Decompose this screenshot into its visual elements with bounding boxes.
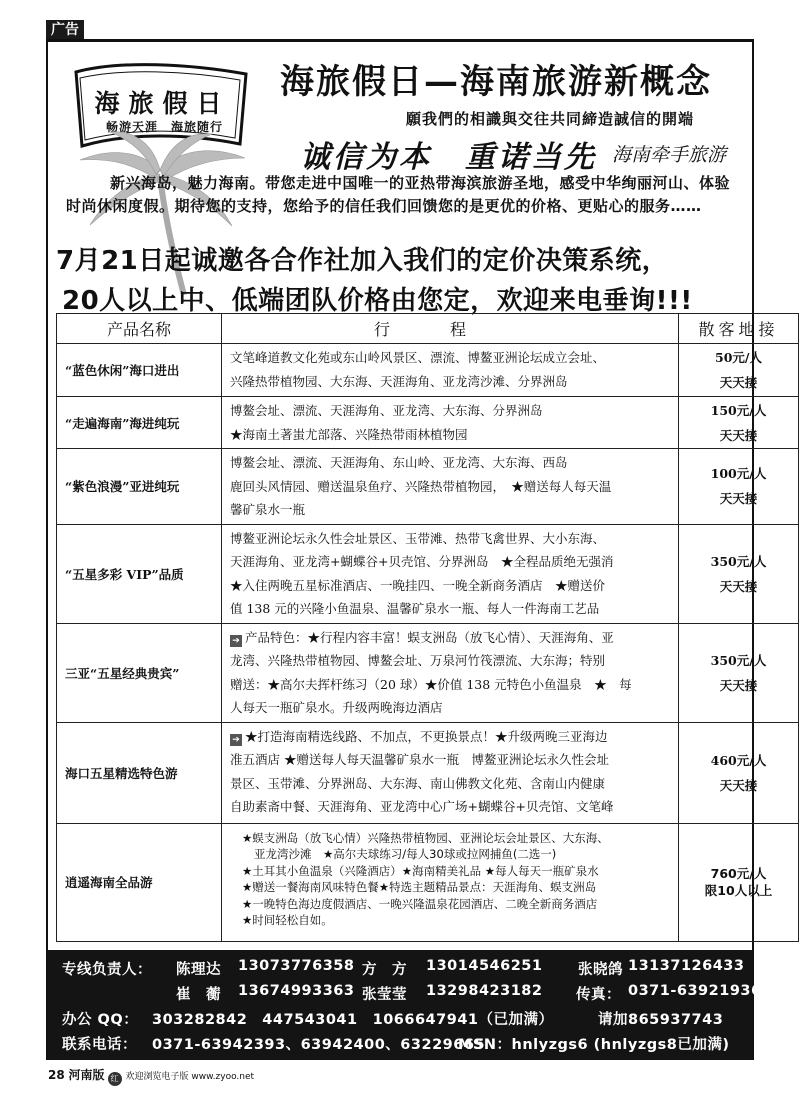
header-product-name: 产品名称 (57, 314, 222, 344)
itinerary-line: ★海南土著蚩尤部落、兴隆热带雨林植物园 (230, 426, 468, 442)
brand-name: 海南牵手旅游 (612, 144, 727, 166)
phone-label: 联系电话： (62, 1037, 137, 1053)
product-name: “紫色浪漫”亚进纯玩 (57, 449, 222, 525)
intro-paragraph: 新兴海岛，魅力海南。带您走进中国唯一的亚热带海滨旅游圣地，感受中华绚丽河山、体验时尚休闲度假。期待您的支持，您给予的信任我们回馈您的是更优的价格、更贴心的服务…… (66, 174, 731, 215)
edition: 河南版 (68, 1068, 105, 1082)
page-number: 28 (48, 1068, 65, 1082)
logo-subtitle: 畅游天涯 海旅随行 (105, 120, 223, 134)
itinerary-lead: 产品特色：★行程内容丰富！蜈支洲岛（放飞心情）、天涯海角、亚 (245, 629, 614, 645)
itinerary (222, 722, 679, 823)
itinerary-line: 博鳌会址、漂流、天涯海角、东山岭、亚龙湾、大东海、西岛 (230, 455, 568, 470)
logo-title: 海旅假日 (94, 89, 231, 118)
itinerary-line: 兴隆热带植物园、大东海、天涯海角、亚龙湾沙滩、分界洲岛 (230, 373, 568, 389)
price-cell (679, 524, 799, 623)
qq-extra: 请加865937743 (598, 1012, 724, 1028)
itinerary-line: 文笔峰道教文化苑或东山岭风景区、漂流、博鳌亚洲论坛成立会址、 (230, 350, 606, 365)
table-row (57, 722, 799, 823)
price: 100元/人 (710, 466, 767, 482)
contact-phone: 13014546251 (426, 958, 543, 974)
price-note: 天天接 (719, 375, 758, 390)
price-cell (679, 823, 799, 941)
itinerary-line (230, 626, 670, 650)
itinerary-line: 人每天一瓶矿泉水。升级两晚海边酒店 (230, 700, 443, 715)
price: 760元/人 (710, 866, 767, 881)
itinerary (222, 397, 679, 449)
table-header-row (57, 314, 799, 344)
itinerary-line: 赠送：★高尔夫挥杆练习（20 球）★价值 138 元特色小鱼温泉 ★ 每 (230, 676, 632, 692)
itinerary-line: 准五酒店 ★赠送每人每天温馨矿泉水一瓶 博鳌亚洲论坛永久性会址 (230, 752, 609, 767)
table-row (57, 397, 799, 449)
announcement-line-2: 20人以上中、低端团队价格由您定，欢迎来电垂询!!! (62, 286, 693, 316)
arrow-right-icon: ➔ (230, 734, 242, 746)
product-name: “五星多彩 VIP”品质 (57, 524, 222, 623)
price-note: 天天接 (719, 578, 758, 594)
itinerary-line: 龙湾、兴隆热带植物园、博鳌会址、万泉河竹筏漂流、大东海；特别 (230, 653, 606, 668)
itinerary-line: ★时间轻松自如。 (242, 913, 333, 927)
ad-tag: 广告 (46, 20, 84, 40)
contact-phone: 13073776358 (238, 958, 355, 974)
price: 50元/人 (715, 350, 762, 365)
red-badge-icon: 红 (108, 1072, 122, 1086)
product-name: 海口五星精选特色游 (57, 722, 222, 823)
contact-lead-label: 专线负责人： (62, 962, 152, 978)
price-note: 限10人以上 (704, 883, 773, 898)
itinerary-line: 博鳌亚洲论坛永久性会址景区、玉带滩、热带飞禽世界、大小东海、 (230, 530, 606, 546)
product-name: “走遍海南”海进纯玩 (57, 397, 222, 449)
price-cell (679, 449, 799, 525)
price-note: 天天接 (719, 427, 758, 443)
itinerary-line: 景区、玉带滩、分界洲岛、大东海、南山佛教文化苑、含南山内健康 (230, 775, 606, 791)
itinerary (222, 344, 679, 397)
contact-phone: 13298423182 (426, 983, 543, 999)
office-phones: 0371-63942393、63942400、63229665 (152, 1037, 486, 1053)
msn: MSN：hnlyzgs6 (hnlyzgs8已加满) (458, 1037, 730, 1053)
qq-numbers: 303282842 447543041 1066647941（已加满） (152, 1012, 554, 1028)
itinerary-line: ★一晚特色海边度假酒店、一晚兴隆温泉花园酒店、二晚全新商务酒店 (242, 896, 598, 911)
price-cell (679, 397, 799, 449)
itinerary-line: 天涯海角、亚龙湾+蝴蝶谷+贝壳馆、分界洲岛 ★全程品质绝无强消 (230, 554, 614, 569)
itinerary (222, 623, 679, 722)
itinerary-line (230, 725, 670, 749)
price-cell (679, 344, 799, 397)
price-cell (679, 623, 799, 722)
contact-name: 崔 蘅 (176, 987, 221, 1003)
itinerary (222, 449, 679, 525)
contact-name: 陈理达 (176, 962, 221, 978)
itinerary-line: 值 138 元的兴隆小鱼温泉、温馨矿泉水一瓶、每人一件海南工艺品 (230, 601, 600, 616)
itinerary-line: ★土耳其小鱼温泉（兴隆酒店）★海南精美礼品 ★每人每天一瓶矿泉水 (242, 863, 599, 878)
itinerary-line: 博鳌会址、漂流、天涯海角、亚龙湾、大东海、分界洲岛 (230, 403, 543, 418)
price-note: 天天接 (719, 491, 758, 507)
itinerary-line: 馨矿泉水一瓶 (230, 502, 306, 517)
contact-name: 张晓鸽 (578, 962, 623, 978)
contact-panel (48, 950, 762, 1060)
table-row (57, 344, 799, 397)
table-row (57, 524, 799, 623)
table-row (57, 449, 799, 525)
itinerary-line: 鹿回头风情园、赠送温泉鱼疗、兴隆热带植物园， ★赠送每人每天温 (230, 478, 612, 494)
contact-name: 张莹莹 (362, 987, 407, 1003)
fax-label: 传真： (576, 987, 621, 1003)
arrow-right-icon: ➔ (230, 635, 242, 647)
product-name: “蓝色休闲”海口进出 (57, 344, 222, 397)
price: 350元/人 (710, 553, 767, 569)
contact-name: 方 方 (362, 962, 407, 978)
table-row (57, 823, 799, 941)
product-name: 逍遥海南全品游 (57, 823, 222, 941)
itinerary-line: ★赠送一餐海南风味特色餐★特选主题精品景点：天涯海角、蜈支洲岛 (242, 880, 597, 894)
product-name: 三亚“五星经典贵宾” (57, 623, 222, 722)
price: 460元/人 (710, 752, 767, 768)
price-cell (679, 722, 799, 823)
itinerary (222, 524, 679, 623)
contact-phone: 13674993363 (238, 983, 355, 999)
itinerary-line: ★入住两晚五星标准酒店、一晚挂四、一晚全新商务酒店 ★赠送价 (230, 577, 606, 593)
itinerary-line: 自助素斋中餐、天涯海角、亚龙湾中心广场+蝴蝶谷+贝壳馆、文笔峰 (230, 799, 614, 814)
page-footer (48, 1066, 254, 1086)
price: 150元/人 (710, 402, 767, 418)
itinerary-lead: ★打造海南精选线路、不加点，不更换景点！★升级两晚三亚海边 (245, 728, 608, 744)
fax-number: 0371-63921936 (628, 983, 762, 999)
product-table (56, 313, 799, 942)
itinerary-line: ★蜈支洲岛（放飞心情）兴隆热带植物园、亚洲论坛会址景区、大东海、 (242, 830, 609, 845)
contact-phone: 13137126433 (628, 958, 745, 974)
itinerary (222, 823, 679, 941)
itinerary-line: 亚龙湾沙滩 ★高尔夫球练习/每人30球或拉网捕鱼(二选一) (254, 847, 557, 861)
price: 350元/人 (710, 652, 767, 668)
motto: 願我們的相識與交往共同締造誠信的開端 (406, 110, 695, 128)
header-price: 散客地接 (679, 314, 799, 344)
qq-label: 办公 QQ： (62, 1012, 139, 1028)
header-itinerary: 行程 (222, 314, 679, 344)
table-row (57, 623, 799, 722)
website: 欢迎浏览电子版 www.zyoo.net (125, 1072, 255, 1082)
price-note: 天天接 (719, 777, 758, 793)
announcement-line-1: 7月21日起诚邀各合作社加入我们的定价决策系统， (56, 246, 669, 276)
slogan: 诚信为本 重诺当先 (300, 140, 597, 175)
page-title: 海旅假日—海南旅游新概念 (280, 62, 712, 102)
price-note: 天天接 (719, 677, 758, 693)
